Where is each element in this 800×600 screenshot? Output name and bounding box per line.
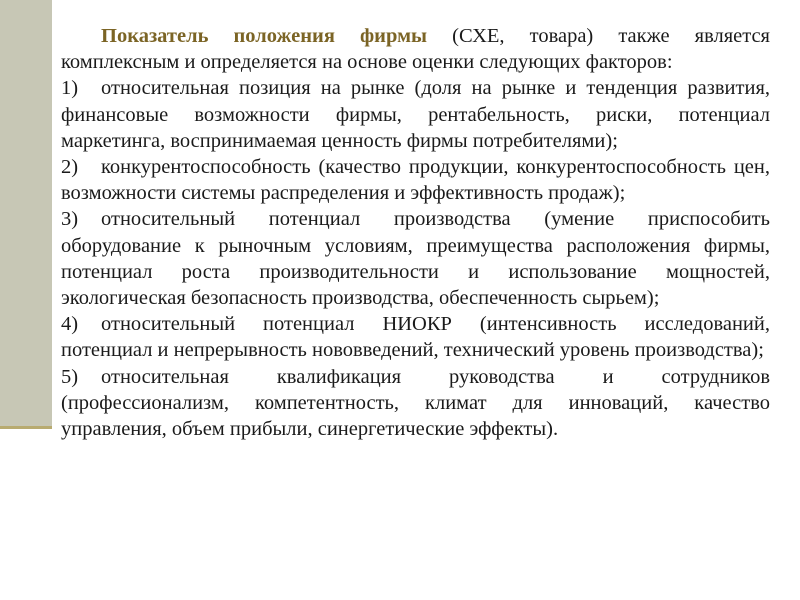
decorative-side-bar — [0, 0, 52, 428]
list-item-number: 4) — [61, 313, 79, 336]
list-item-text: относительный потенциал производства (умение приспособить оборудование к рыночным условиям, преимущества расположения фирмы, потенциал роста производительности и использование мощностей, экологическая безопасность производства, обеспеченность сырьем); — [61, 208, 770, 310]
list-item-text: относительная квалификация руководства и сотрудников (профессионализм, компетентность, климат для инноваций, качество управления, объем прибыли, синергетические эффекты). — [61, 365, 770, 441]
slide-body — [61, 23, 770, 442]
decorative-side-line — [0, 426, 52, 429]
intro-paragraph — [61, 23, 770, 75]
list-item-text: относительный потенциал НИОКР (интенсивность исследований, потенциал и непрерывность нововведений, технический уровень производства); — [61, 313, 770, 362]
list-item-number: 2) — [61, 156, 79, 179]
list-item-number: 3) — [61, 208, 79, 231]
intro-highlight: Показатель положения фирмы — [101, 25, 428, 47]
list-item-number: 5) — [61, 365, 79, 388]
list-item-text: относительная позиция на рынке (доля на рынке и тенденция развития, финансовые возможности фирмы, рентабельность, риски, потенциал маркетинга, воспринимаемая ценность фирмы потребителями); — [61, 77, 770, 152]
list-item — [61, 154, 770, 206]
list-item — [61, 206, 770, 311]
intro-text: (СХЕ, товара) также является комплексным и определяется на основе оценки следующих факторов: — [61, 25, 770, 74]
list-item — [61, 311, 770, 363]
list-item-text: конкурентоспособность (качество продукции, конкурентоспособность цен, возможности системы распределения и эффективность продаж); — [61, 156, 770, 205]
list-item — [61, 75, 770, 154]
list-item-number: 1) — [61, 77, 79, 100]
list-item — [61, 364, 770, 443]
